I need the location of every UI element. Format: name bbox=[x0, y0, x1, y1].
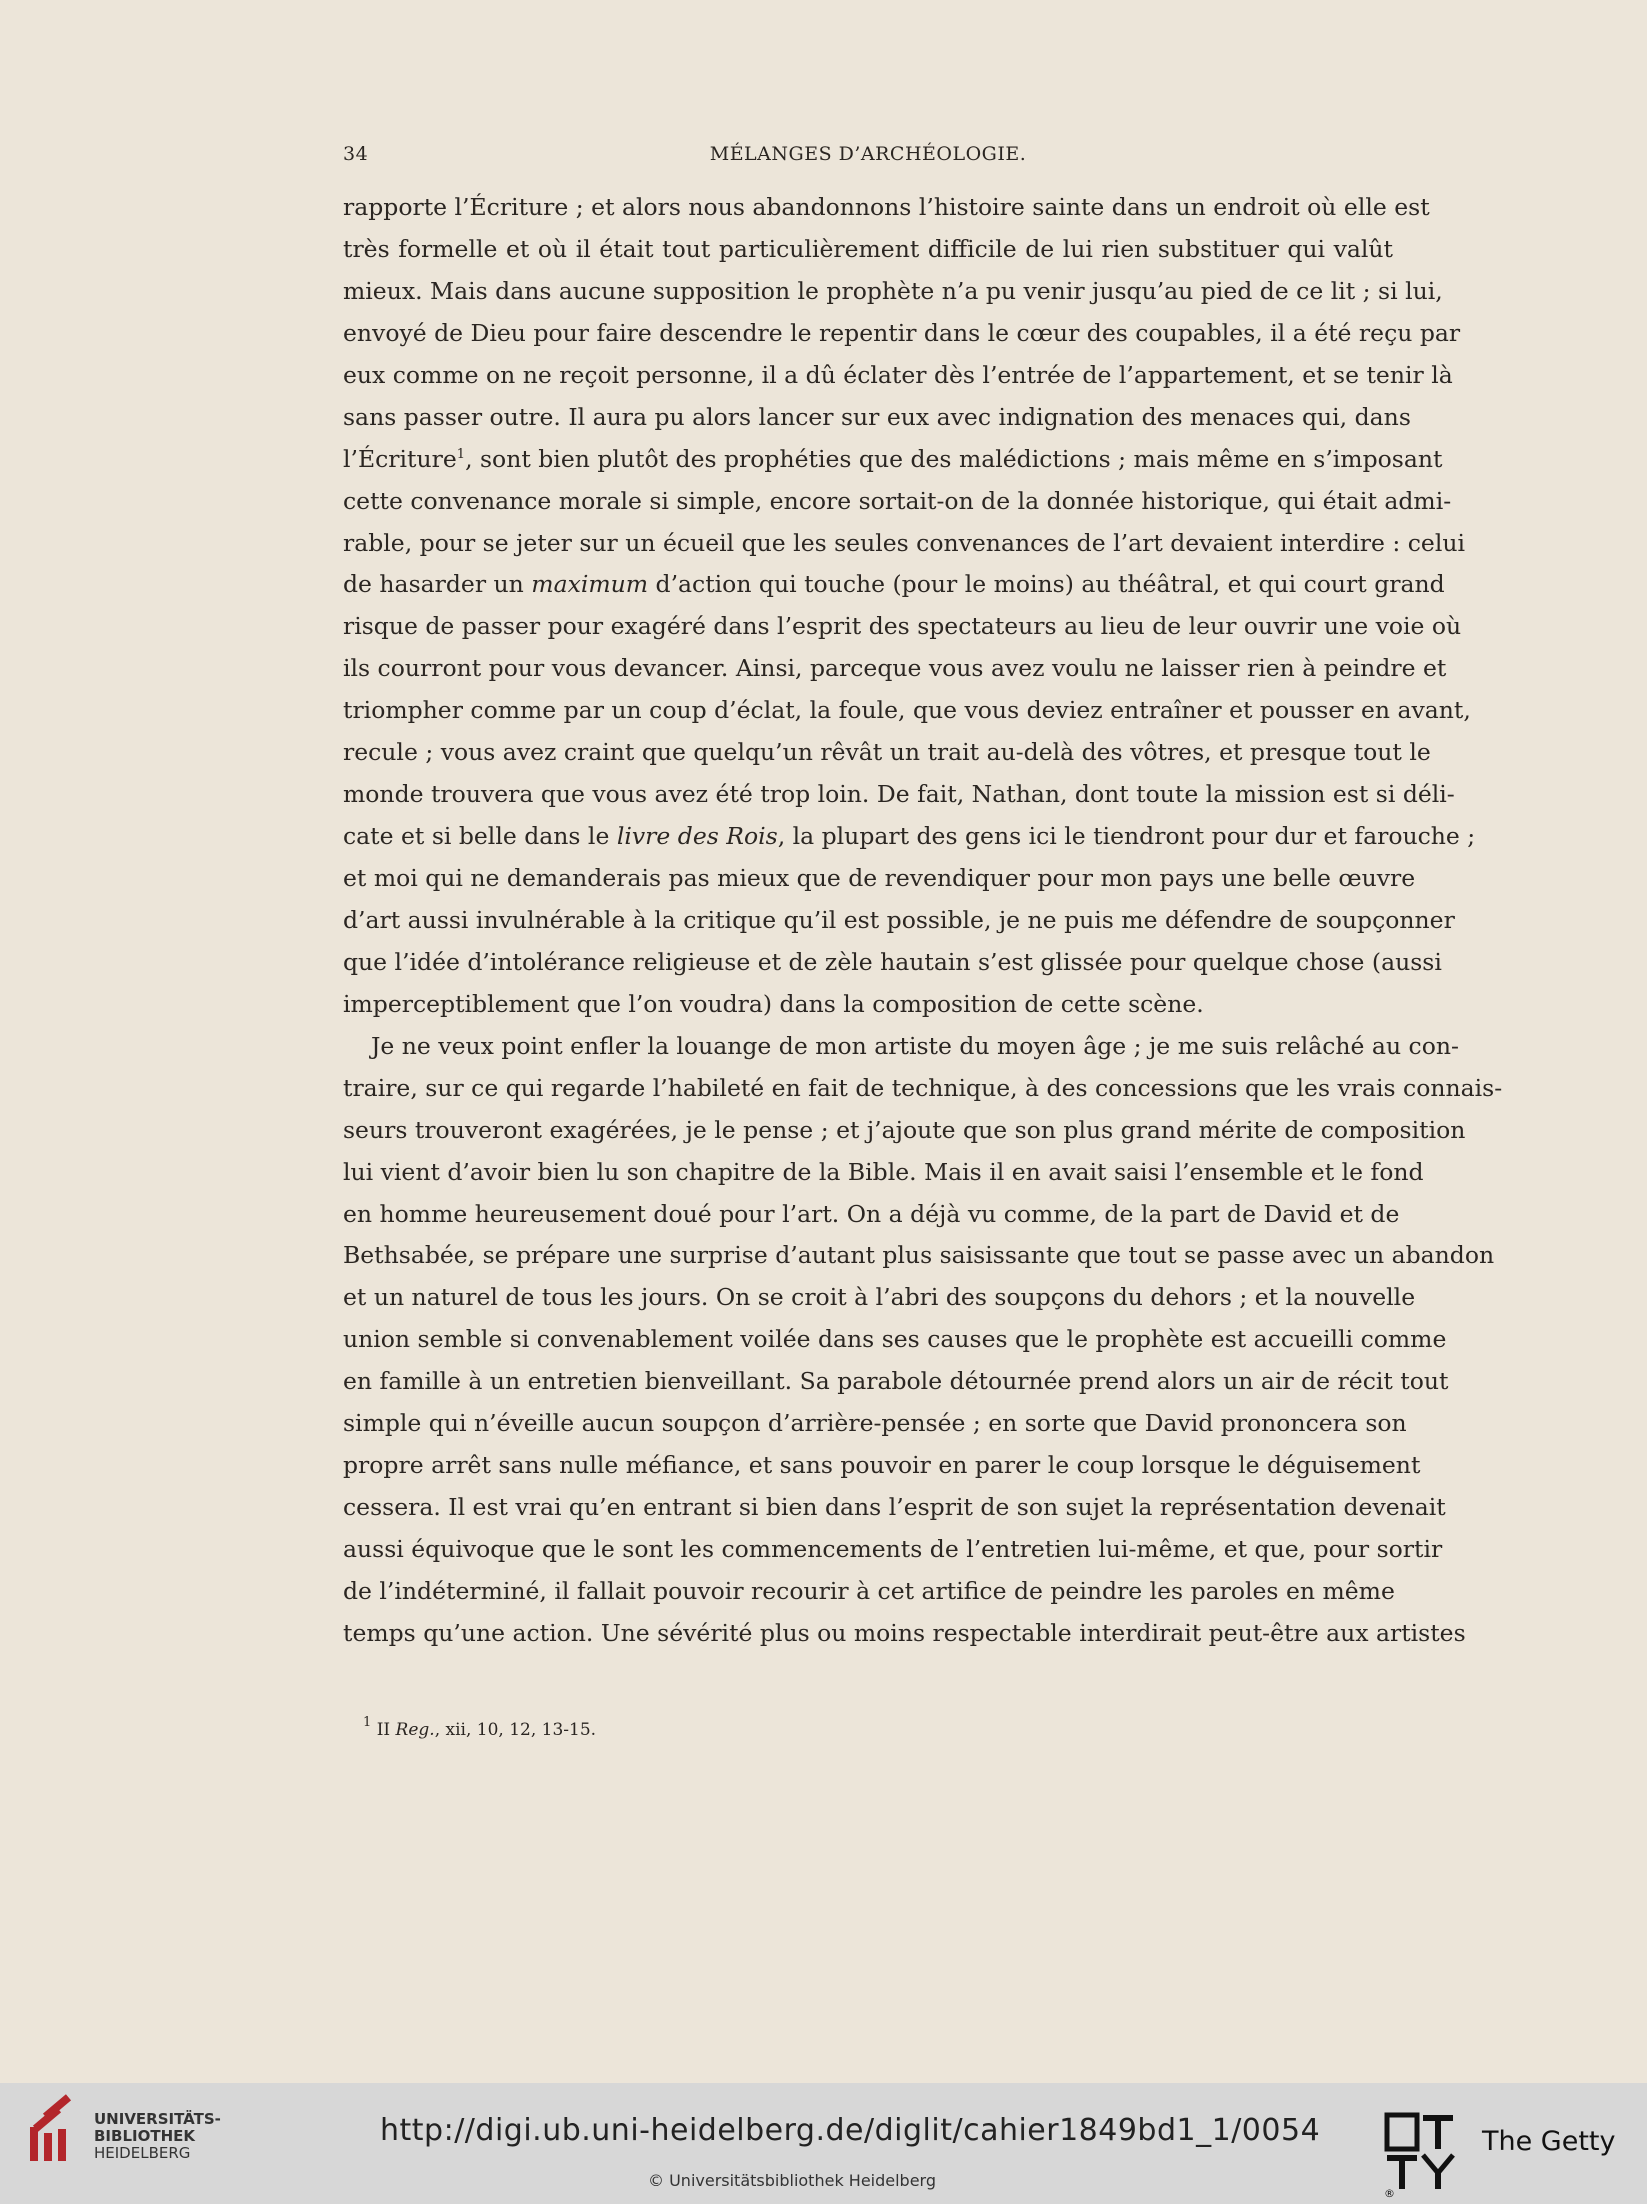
text-line: envoyé de Dieu pour faire descendre le repentir dans le cœur des coupables, il a été reçu par bbox=[343, 318, 1461, 347]
running-title: MÉLANGES D’ARCHÉOLOGIE. bbox=[709, 143, 1027, 165]
library-name-line: UNIVERSITÄTS- bbox=[94, 2110, 221, 2128]
text-line: en famille à un entretien bienveillant. Sa parabole détournée prend alors un air de récit tout bbox=[343, 1367, 1449, 1396]
university-library-logo-icon bbox=[22, 2099, 78, 2165]
text-line: lui vient d’avoir bien lu son chapitre de la Bible. Mais il en avait saisi l’ensemble et le fond bbox=[343, 1157, 1424, 1186]
text-line: et moi qui ne demanderais pas mieux que de revendiquer pour mon pays une belle œuvre bbox=[343, 864, 1416, 892]
text-line: traire, sur ce qui regarde l’habileté en fait de technique, à des concessions que les vrais connais- bbox=[343, 1073, 1503, 1102]
text-line: en homme heureusement doué pour l’art. On a déjà vu comme, de la part de David et de bbox=[343, 1199, 1400, 1228]
getty-name: The Getty bbox=[1482, 2126, 1616, 2157]
footnote-prefix: II bbox=[376, 1720, 391, 1740]
running-head bbox=[343, 143, 1393, 171]
footer-bar bbox=[0, 2083, 1647, 2204]
text-line: recule ; vous avez craint que quelqu’un rêvât un trait au-delà des vôtres, et presque tout le bbox=[343, 738, 1431, 767]
text-line: aussi équivoque que le sont les commencements de l’entretien lui-même, et que, pour sortir bbox=[343, 1535, 1443, 1563]
text-fragment: l’Écriture bbox=[343, 444, 457, 473]
text-line bbox=[343, 816, 1476, 858]
text-line bbox=[343, 564, 1445, 606]
text-line: eux comme on ne reçoit personne, il a dû éclater dès l’entrée de l’appartement, et se tenir là bbox=[343, 360, 1453, 389]
text-line: simple qui n’éveille aucun soupçon d’arrière-pensée ; en sorte que David prononcera son bbox=[343, 1409, 1407, 1438]
library-name-line: HEIDELBERG bbox=[94, 2144, 191, 2162]
text-line: très formelle et où il était tout particulièrement difficile de lui rien substituer qui valût bbox=[343, 234, 1393, 263]
text-fragment: de hasarder un bbox=[343, 570, 524, 599]
italic-title: livre des Rois bbox=[616, 822, 778, 851]
text-line: monde trouvera que vous avez été trop loin. De fait, Nathan, dont toute la mission est si déli- bbox=[343, 780, 1455, 809]
text-line: triompher comme par un coup d’éclat, la foule, que vous deviez entraîner et pousser en avant, bbox=[343, 696, 1471, 725]
getty-logo-icon bbox=[1385, 2113, 1455, 2191]
text-line: propre arrêt sans nulle méfiance, et sans pouvoir en parer le coup lorsque le déguisement bbox=[343, 1451, 1421, 1480]
text-line: Je ne veux point enfler la louange de mon artiste du moyen âge ; je me suis relâché au con- bbox=[371, 1031, 1459, 1060]
footnote-abbrev: Reg. bbox=[395, 1720, 435, 1740]
text-line: de l’indéterminé, il fallait pouvoir recourir à cet artifice de peindre les paroles en même bbox=[343, 1576, 1395, 1605]
page-number: 34 bbox=[343, 143, 369, 165]
footnote-text: , xii, 10, 12, 13-15. bbox=[434, 1720, 597, 1740]
text-fragment: , sont bien plutôt des prophéties que des malédictions ; mais même en s’imposant bbox=[465, 444, 1443, 473]
text-line: que l’idée d’intolérance religieuse et de zèle hautain s’est glissée pour quelque chose (aussi bbox=[343, 947, 1442, 976]
text-fragment: d’action qui touche (pour le moins) au théâtral, et qui court grand bbox=[655, 570, 1445, 599]
text-line: cessera. Il est vrai qu’en entrant si bien dans l’esprit de son sujet la représentation devenait bbox=[343, 1493, 1446, 1522]
library-name bbox=[94, 2111, 221, 2162]
text-fragment: cate et si belle dans le bbox=[343, 822, 610, 851]
footnote-reference: 1 bbox=[456, 446, 466, 462]
footnote-marker: 1 bbox=[363, 1715, 372, 1730]
text-line: sans passer outre. Il aura pu alors lancer sur eux avec indignation des menaces qui, dans bbox=[343, 402, 1411, 431]
italic-term: maximum bbox=[531, 570, 649, 599]
library-name-line: BIBLIOTHEK bbox=[94, 2127, 195, 2145]
copyright-notice: © Universitätsbibliothek Heidelberg bbox=[648, 2171, 937, 2190]
footnote bbox=[363, 1716, 1063, 1744]
text-line: seurs trouveront exagérées, je le pense ; et j’ajoute que son plus grand mérite de composition bbox=[343, 1115, 1466, 1144]
text-line: Bethsabée, se prépare une surprise d’autant plus saisissante que tout se passe avec un abandon bbox=[343, 1241, 1495, 1270]
text-fragment: , la plupart des gens ici le tiendront pour dur et farouche ; bbox=[777, 822, 1476, 851]
text-line: risque de passer pour exagéré dans l’esprit des spectateurs au lieu de leur ouvrir une voie où bbox=[343, 612, 1462, 641]
registered-mark: ® bbox=[1384, 2187, 1395, 2200]
body-text bbox=[343, 187, 1503, 1655]
text-line: cette convenance morale si simple, encore sortait-on de la donnée historique, qui était admi- bbox=[343, 486, 1452, 515]
text-line: et un naturel de tous les jours. On se croit à l’abri des soupçons du dehors ; et la nouvelle bbox=[343, 1283, 1416, 1312]
text-line: ils courront pour vous devancer. Ainsi, parceque vous avez voulu ne laisser rien à peindre et bbox=[343, 654, 1447, 683]
text-line: rable, pour se jeter sur un écueil que les seules convenances de l’art devaient interdire : celui bbox=[343, 528, 1465, 557]
text-line: rapporte l’Écriture ; et alors nous abandonnons l’histoire sainte dans un endroit où elle est bbox=[343, 193, 1430, 221]
text-line bbox=[343, 439, 1443, 481]
text-line: imperceptiblement que l’on voudra) dans la composition de cette scène. bbox=[343, 989, 1204, 1018]
text-line: d’art aussi invulnérable à la critique qu’il est possible, je ne puis me défendre de soupçonner bbox=[343, 905, 1455, 934]
permalink-url[interactable]: http://digi.ub.uni-heidelberg.de/diglit/cahier1849bd1_1/0054 bbox=[380, 2113, 1321, 2148]
text-line: union semble si convenablement voilée dans ses causes que le prophète est accueilli comme bbox=[343, 1325, 1447, 1354]
text-line: temps qu’une action. Une sévérité plus ou moins respectable interdirait peut-être aux artistes bbox=[343, 1618, 1466, 1647]
text-line: mieux. Mais dans aucune supposition le prophète n’a pu venir jusqu’au pied de ce lit ; si lui, bbox=[343, 276, 1443, 305]
